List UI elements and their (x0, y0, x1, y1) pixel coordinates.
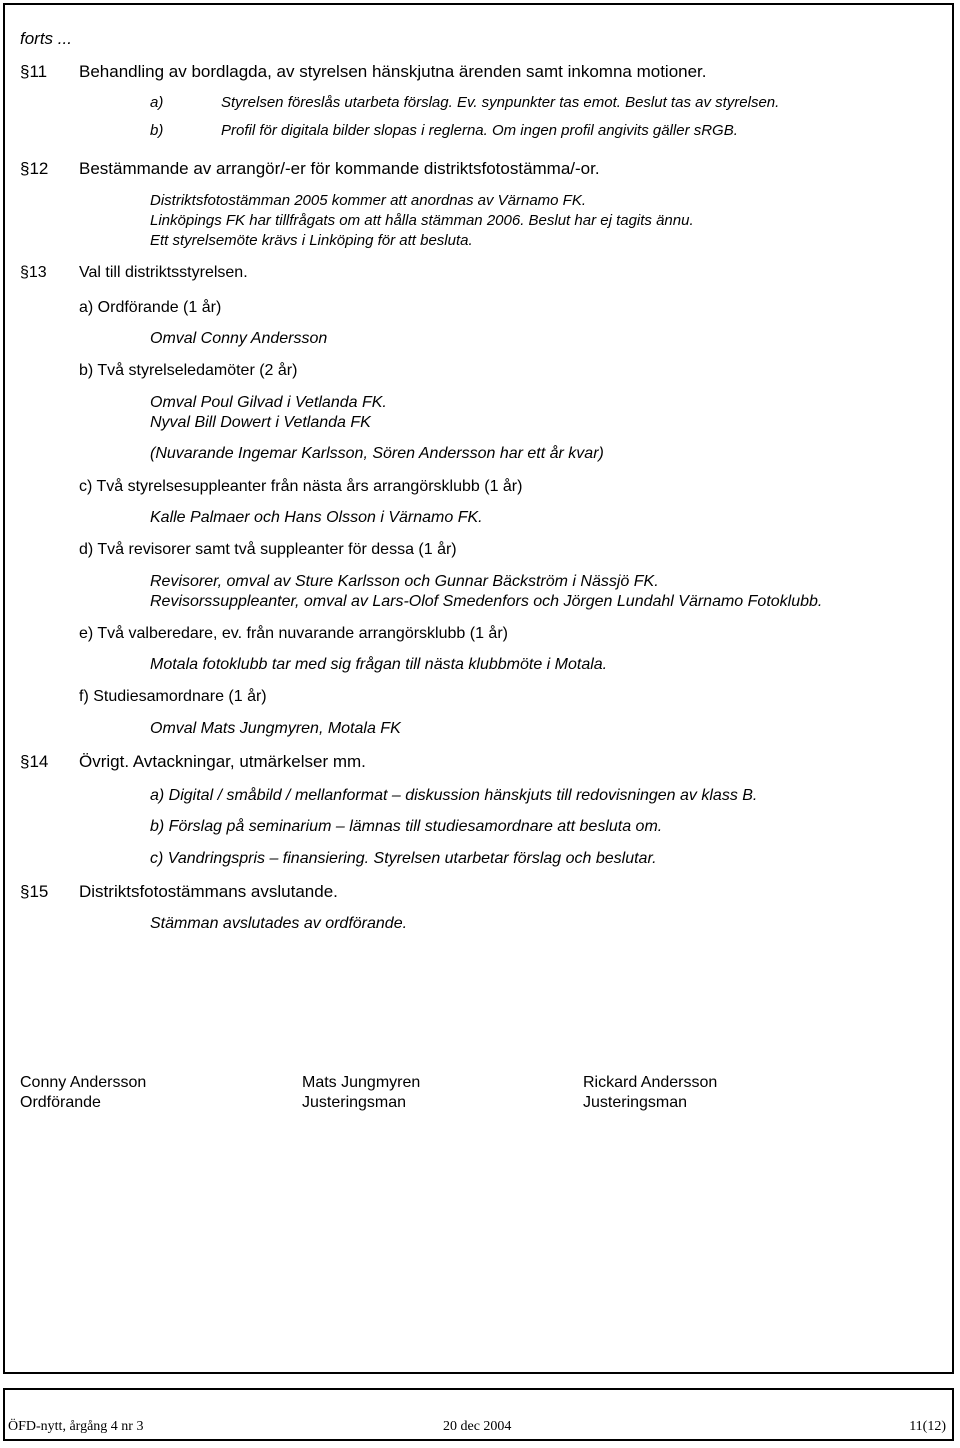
election-b-line: Omval Poul Gilvad i Vetlanda FK. (150, 394, 387, 411)
signature-name: Conny Andersson (20, 1074, 147, 1091)
section-13-number: §13 (20, 264, 47, 281)
signature-name: Rickard Andersson (583, 1074, 718, 1091)
section-11-item-letter: b) (150, 122, 164, 139)
election-a-label: a) Ordförande (1 år) (79, 299, 222, 316)
election-d-line: Revisorer, omval av Sture Karlsson och Gunnar Bäckström i Nässjö FK. (150, 573, 659, 590)
section-12-line: Linköpings FK har tillfrågats om att hålla stämman 2006. Beslut har ej tagits ännu. (150, 212, 694, 229)
section-15-title: Distriktsfotostämmans avslutande. (79, 882, 338, 901)
election-b-line: (Nuvarande Ingemar Karlsson, Sören Andersson har ett år kvar) (150, 445, 604, 462)
section-11-title: Behandling av bordlagda, av styrelsen hänskjutna ärenden samt inkomna motioner. (79, 62, 707, 81)
section-14-line: b) Förslag på seminarium – lämnas till studiesamordnare att besluta om. (150, 818, 663, 835)
election-d-label: d) Två revisorer samt två suppleanter för dessa (1 år) (79, 541, 457, 558)
section-13-title: Val till distriktsstyrelsen. (79, 264, 248, 281)
section-12-line: Ett styrelsemöte krävs i Linköping för att besluta. (150, 232, 473, 249)
footer-date: 20 dec 2004 (443, 1419, 512, 1434)
election-a-line: Omval Conny Andersson (150, 330, 328, 347)
election-e-label: e) Två valberedare, ev. från nuvarande arrangörsklubb (1 år) (79, 625, 508, 642)
section-15-number: §15 (20, 882, 49, 901)
section-14-number: §14 (20, 752, 49, 771)
footer-publication: ÖFD-nytt, årgång 4 nr 3 (8, 1419, 144, 1434)
section-14-title: Övrigt. Avtackningar, utmärkelser mm. (79, 752, 366, 771)
election-d-line: Revisorssuppleanter, omval av Lars-Olof Smedenfors och Jörgen Lundahl Värnamo Fotoklubb. (150, 593, 823, 610)
section-14-line: c) Vandringspris – finansiering. Styrelsen utarbetar förslag och beslutar. (150, 850, 657, 867)
election-f-label: f) Studiesamordnare (1 år) (79, 688, 267, 705)
page-footer (3, 1388, 954, 1441)
signature-role: Justeringsman (302, 1094, 407, 1111)
section-12-line: Distriktsfotostämman 2005 kommer att anordnas av Värnamo FK. (150, 192, 587, 209)
election-c-line: Kalle Palmaer och Hans Olsson i Värnamo FK. (150, 509, 483, 526)
section-15-line: Stämman avslutades av ordförande. (150, 915, 408, 932)
footer-page-number: 11(12) (909, 1419, 946, 1434)
election-f-line: Omval Mats Jungmyren, Motala FK (150, 720, 401, 737)
signature-role: Ordförande (20, 1094, 101, 1111)
election-b-line: Nyval Bill Dowert i Vetlanda FK (150, 414, 371, 431)
signature-name: Mats Jungmyren (302, 1074, 421, 1091)
section-12-number: §12 (20, 159, 49, 178)
section-12-title: Bestämmande av arrangör/-er för kommande distriktsfotostämma/-or. (79, 159, 600, 178)
section-11-item-text: Styrelsen föreslås utarbeta förslag. Ev. synpunkter tas emot. Beslut tas av styrelsen. (221, 94, 780, 111)
signature-role: Justeringsman (583, 1094, 688, 1111)
section-11-item-text: Profil för digitala bilder slopas i reglerna. Om ingen profil angivits gäller sRGB. (221, 122, 738, 139)
election-c-label: c) Två styrelsesuppleanter från nästa års arrangörsklubb (1 år) (79, 478, 523, 495)
section-11-item-letter: a) (150, 94, 164, 111)
section-11-number: §11 (20, 62, 48, 81)
election-e-line: Motala fotoklubb tar med sig frågan till nästa klubbmöte i Motala. (150, 656, 608, 673)
election-b-label: b) Två styrelseledamöter (2 år) (79, 362, 298, 379)
forts-label: forts ... (20, 29, 72, 48)
section-14-line: a) Digital / småbild / mellanformat – diskussion hänskjuts till redovisningen av klass B. (150, 787, 758, 804)
